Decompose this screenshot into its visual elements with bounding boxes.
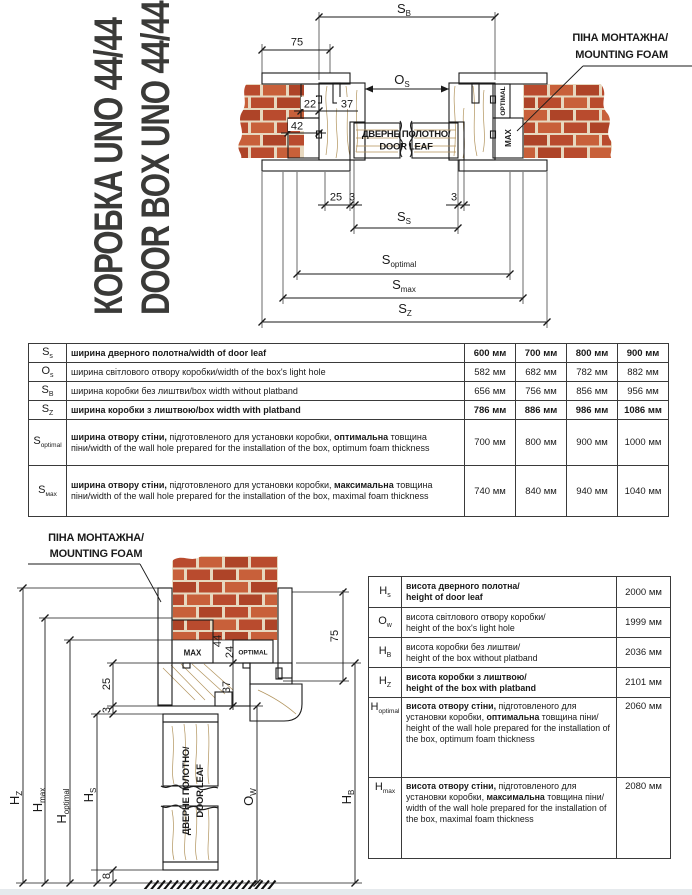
table-row [29,363,669,382]
door-leaf-label-ua: ДВЕРНЕ ПОЛОТНО/ [181,746,192,836]
row-value: 2080 мм [617,778,671,859]
row-sym: $H_{max}$ [369,778,402,859]
dim-75: 75 [329,629,341,643]
dim-soptimal: S [381,252,391,267]
top-section-diagram [0,0,692,345]
row-sym: $S_s$ [29,344,67,363]
platband-left-vertical [158,588,172,705]
row-value: 840 мм [516,466,567,517]
row-desc: висота коробки з лиштвою/ height of the box with platband [402,668,617,698]
row-desc: висота коробки без лиштви/ height of the box without platband [402,638,617,668]
row-value: 782 мм [567,363,618,382]
door-box-left [317,83,366,160]
table-row [369,638,671,668]
door-box-right [449,83,496,160]
row-value: 886 мм [516,401,567,420]
dim-42: 42 [290,120,304,133]
door-leaf-label-en: DOOR LEAF [379,141,433,153]
dim-sz: S [398,301,407,316]
row-value: 986 мм [567,401,618,420]
row-desc: ширина дверного полотна/width of door leaf [67,344,465,363]
svg-text:HB: $H_B$ [339,789,356,805]
foam-zone-optimal-label: OPTIMAL [500,86,507,116]
row-value: 940 мм [567,466,618,517]
row-value: 900 мм [567,420,618,466]
table-row [369,608,671,638]
row-value: 756 мм [516,382,567,401]
row-sym: $H_{optimal}$ [369,698,402,778]
dim-8: 8 [101,872,113,880]
row-desc: ширина коробки без лиштви/box width without platband [67,382,465,401]
width-table [28,343,669,517]
foam-callout-ua: ПІНА МОНТАЖНА/ [572,32,668,44]
table-row [29,344,669,363]
table-row [369,577,671,608]
svg-text:SZ: $S_Z$ [398,301,412,318]
dim-hz: H [7,795,22,806]
row-desc: ширина коробки з лиштвою/box width with platband [67,401,465,420]
foam-zone-optimal-label: OPTIMAL [238,649,268,657]
svg-text:OS: $O_S$ [394,72,410,89]
mounting-foam-callout-bottom [28,532,161,602]
dimension-ticks [259,14,551,326]
row-value: 800 мм [516,420,567,466]
dim-3-right: 3 [450,191,458,204]
row-value: 900 мм [618,344,669,363]
door-leaf [354,121,458,158]
row-sym: $S_Z$ [29,401,67,420]
table-row [29,420,669,466]
foam-callout-en: MOUNTING FOAM [575,49,668,61]
svg-text:Hoptimal: $H_{optimal}$ [54,788,71,824]
door-leaf-label-ua: ДВЕРНЕ ПОЛОТНО/ [361,129,451,140]
svg-text:Smax: $S_{max}$ [392,277,416,294]
row-desc: висота отвору стіни, підготовленого для установки коробки, максимальна товщина піни/ width of the wall hole prepared for the installation of the box, maximal foam thickness [402,778,617,859]
dim-3: 3 [101,706,113,714]
foam-callout-en: MOUNTING FOAM [49,548,143,560]
row-value: 1086 мм [618,401,669,420]
dim-22: 22 [303,98,317,111]
row-value: 740 мм [465,466,516,517]
row-value: 956 мм [618,382,669,401]
svg-text:SB: $S_B$ [396,1,412,18]
dim-37: 37 [221,680,233,694]
dim-37: 37 [340,98,354,111]
dim-ss: S [396,209,406,224]
svg-text:Hmax: $H_{max}$ [30,787,47,813]
row-value: 682 мм [516,363,567,382]
row-value: 2000 мм [617,577,671,608]
brick-wall-right [523,83,625,159]
dim-25: 25 [329,191,343,204]
row-value: 1999 мм [617,608,671,638]
table-row [29,382,669,401]
row-value: 800 мм [567,344,618,363]
row-sym: $S_{мах}$ [29,466,67,517]
page-title-ua: КОРОБКА UNO 44/44 [87,18,131,316]
dimension-lines [259,14,551,326]
dim-3-left: 3 [348,191,356,204]
page-title-en: DOOR BOX UNO 44/44 [134,1,178,315]
table-row [29,401,669,420]
table-row [369,778,671,859]
row-value: 786 мм [465,401,516,420]
row-desc: ширина світлового отвору коробки/width of the box's light hole [67,363,465,382]
row-value: 2101 мм [617,668,671,698]
svg-text:Soptimal: $S_{optimal}$ [381,252,417,269]
dim-hmax: H [30,802,45,813]
svg-text:SS: $S_S$ [396,209,412,226]
row-value: 700 мм [465,420,516,466]
svg-text:OW: $O_W$ [241,788,258,806]
row-value: 1000 мм [618,420,669,466]
row-desc: ширина отвору стіни, підготовленого для установки коробки, максимальна товщина піни/width of the wall hole prepared for the installation of the box, maximal foam thickness [67,466,465,517]
row-desc: висота світлового отвору коробки/ height of the box's light hole [402,608,617,638]
row-value: 582 мм [465,363,516,382]
dim-24: 24 [224,645,236,659]
row-sym: $H_Z$ [369,668,402,698]
row-sym: $O_w$ [369,608,402,638]
height-table [368,576,671,859]
dim-os: O [394,72,405,87]
door-leaf-vertical [161,714,218,870]
row-value: 2036 мм [617,638,671,668]
dim-hs: H [81,792,96,803]
dim-sb: S [396,1,406,16]
page-edge-strip [0,889,692,895]
dim-hoptimal: H [54,814,69,824]
dim-25: 25 [101,677,113,691]
door-leaf-label-en: DOOR LEAF [195,764,206,818]
row-sym: $H_B$ [369,638,402,668]
row-sym: $S_{optimal}$ [29,420,67,466]
row-desc: висота дверного полотна/ height of door leaf [402,577,617,608]
row-value: 1040 мм [618,466,669,517]
svg-text:HZ: $H_Z$ [7,790,24,806]
dim-ow: O [241,795,256,806]
platband-right-vertical [278,588,292,678]
brick-wall-bottom [171,545,279,640]
row-sym: $H_s$ [369,577,402,608]
dim-44: 44 [212,634,224,648]
row-desc: висота отвору стіни, підготовленого для установки коробки, оптимальна товщина піни/ height of the wall hole prepared for the installation of the box, optimum foam thickness [402,698,617,778]
row-value: 700 мм [516,344,567,363]
foam-zone-max-label: MAX [504,129,513,147]
svg-text:HS: $H_S$ [81,787,98,803]
extension-lines [262,12,547,328]
row-value: 2060 мм [617,698,671,778]
dim-hb: H [339,794,354,805]
row-value: 656 мм [465,382,516,401]
dim-smax: S [392,277,401,292]
row-sym: $O_s$ [29,363,67,382]
foam-zone-max-label: MAX [183,648,202,658]
foam-callout-ua: ПІНА МОНТАЖНА/ [48,532,144,544]
table-row [369,668,671,698]
row-value: 856 мм [567,382,618,401]
table-row [29,466,669,517]
row-sym: $S_B$ [29,382,67,401]
table-row [369,698,671,778]
row-value: 882 мм [618,363,669,382]
dim-75: 75 [290,36,304,49]
row-value: 600 мм [465,344,516,363]
row-desc: ширина отвору стіни, підготовленого для установки коробки, оптимальна товщина піни/width of the wall hole prepared for the installation of the box, optimum foam thickness [67,420,465,466]
